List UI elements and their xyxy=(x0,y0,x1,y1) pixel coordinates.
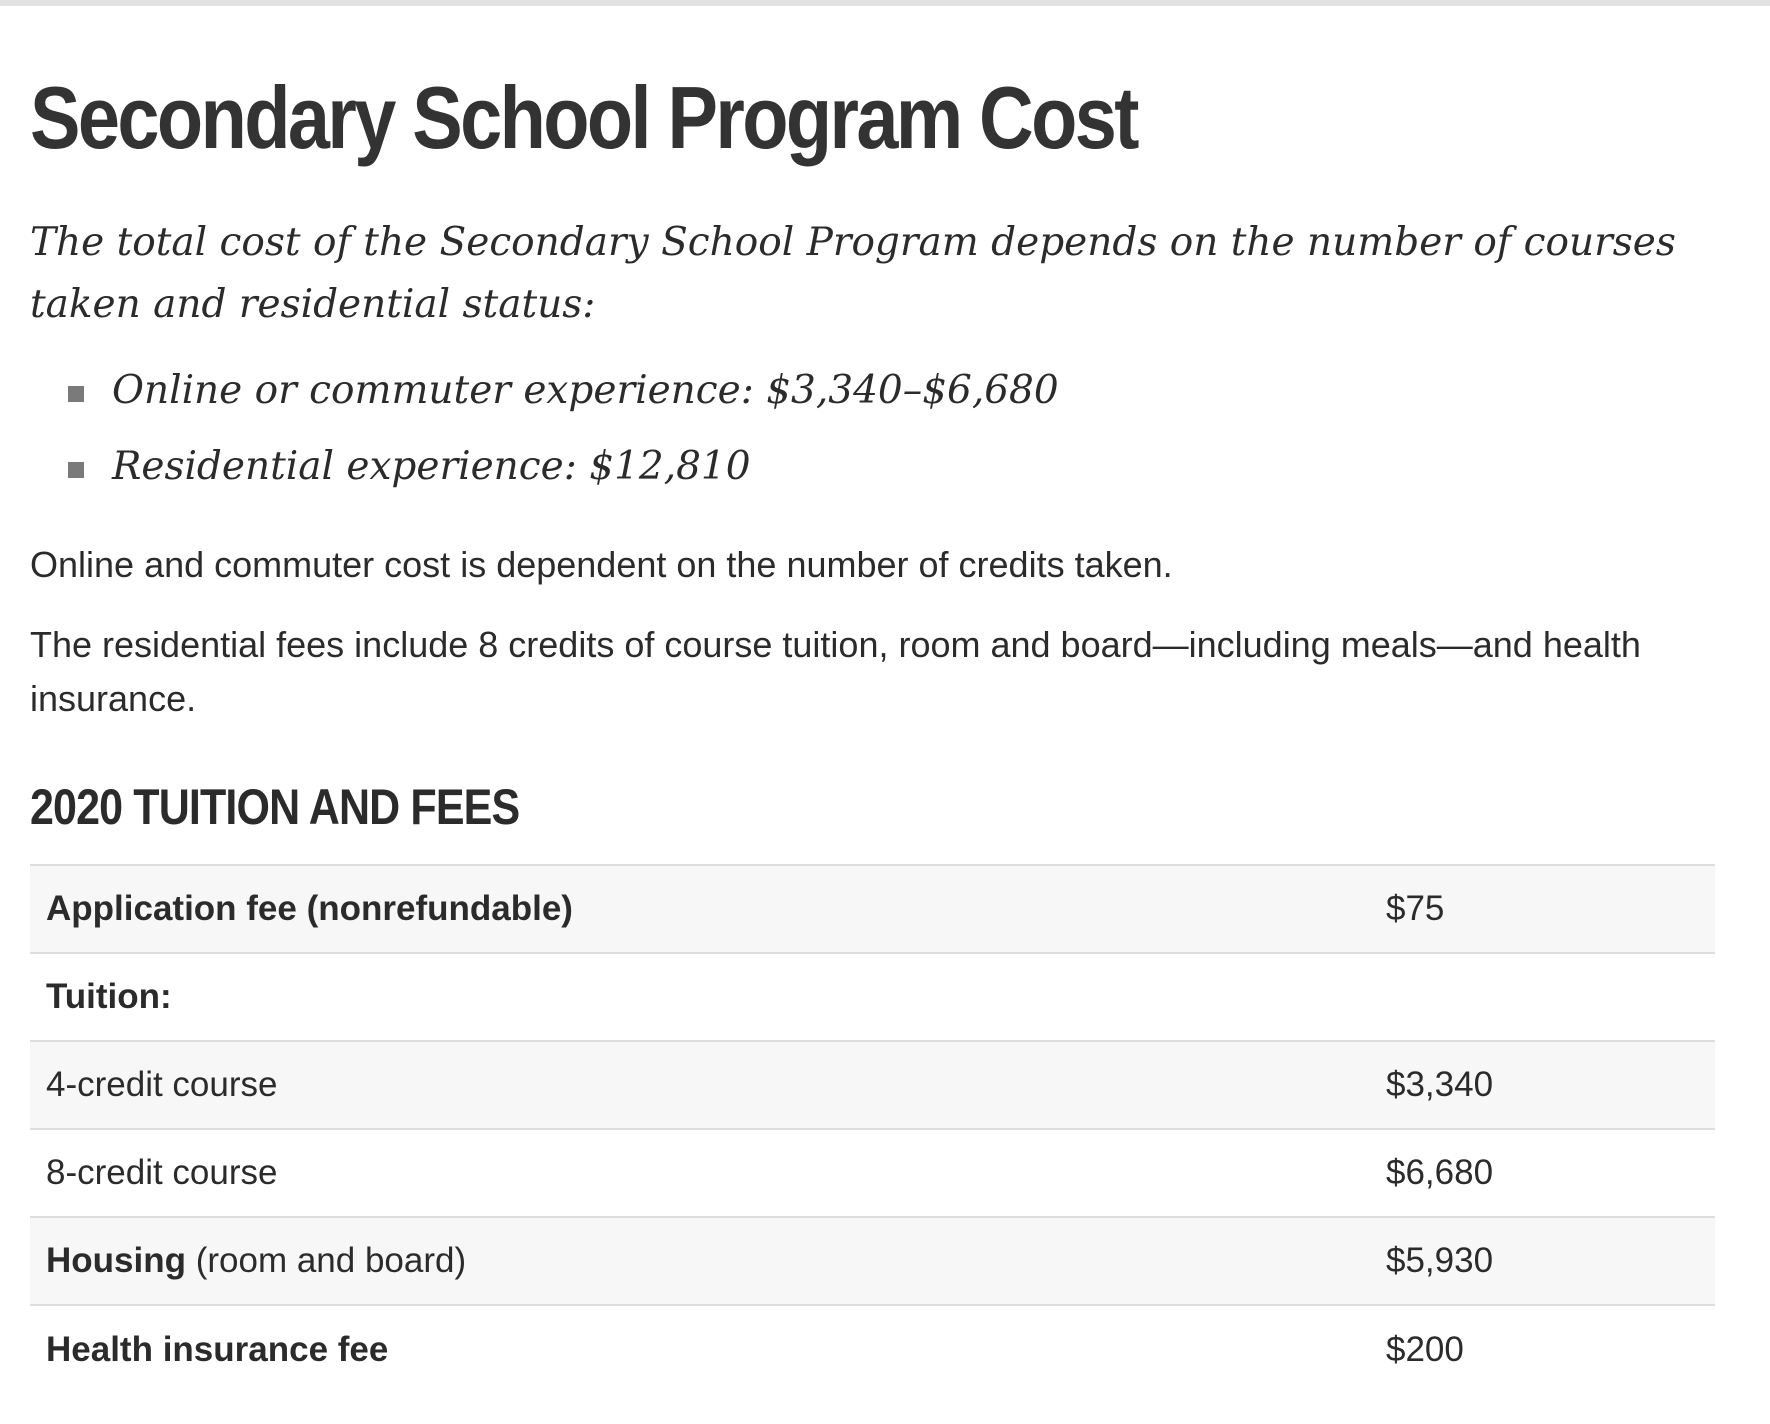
fee-label: 8-credit course xyxy=(46,1153,278,1192)
fee-value: $3,340 xyxy=(1386,1065,1494,1104)
fee-label: 4-credit course xyxy=(46,1065,278,1104)
list-item xyxy=(30,438,1059,514)
top-rule xyxy=(0,0,1770,6)
table-row xyxy=(30,1041,1715,1129)
fee-value: $6,680 xyxy=(1386,1153,1494,1192)
fee-value: $75 xyxy=(1386,889,1445,928)
fee-value xyxy=(1376,953,1715,1041)
page-title: Secondary School Program Cost xyxy=(30,68,1137,167)
fee-label: Tuition: xyxy=(46,977,172,1016)
fee-label: Health insurance fee xyxy=(46,1329,389,1369)
table-row xyxy=(30,1129,1715,1217)
cost-summary-list xyxy=(30,362,1059,514)
list-item-text: Online or commuter experience: $3,340–$6,680 xyxy=(112,368,1059,413)
fees-table xyxy=(30,864,1715,1393)
fee-label-cell xyxy=(30,1217,1376,1305)
table-row xyxy=(30,865,1715,953)
table-row xyxy=(30,953,1715,1041)
bullet-square-icon xyxy=(68,386,84,402)
fee-value: $5,930 xyxy=(1386,1241,1494,1280)
table-row xyxy=(30,1217,1715,1305)
list-item xyxy=(30,362,1059,438)
fee-value: $200 xyxy=(1386,1329,1464,1369)
intro-text: The total cost of the Secondary School Program depends on the number of courses taken and residential status: xyxy=(30,220,1676,327)
fee-label-suffix: (room and board) xyxy=(185,1241,467,1280)
table-row xyxy=(30,1305,1715,1393)
list-item-text: Residential experience: $12,810 xyxy=(112,444,751,489)
fee-label: Housing xyxy=(46,1241,186,1280)
residential-fees-note: The residential fees include 8 credits of course tuition, room and board—including meals—and health insurance. xyxy=(30,624,1641,719)
fees-heading: 2020 TUITION AND FEES xyxy=(30,779,520,835)
online-cost-note: Online and commuter cost is dependent on the number of credits taken. xyxy=(30,544,1173,585)
fee-label: Application fee (nonrefundable) xyxy=(46,889,573,928)
bullet-square-icon xyxy=(68,462,84,478)
